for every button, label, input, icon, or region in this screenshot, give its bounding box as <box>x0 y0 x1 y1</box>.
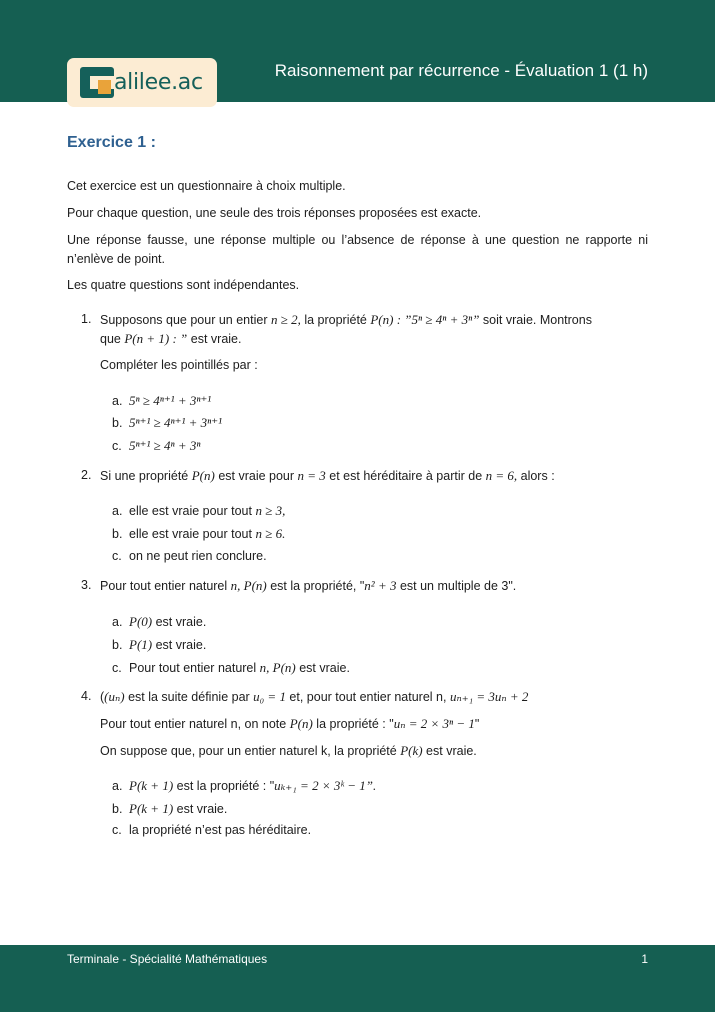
text-run: est la propriété : " <box>173 779 275 793</box>
header-band <box>0 0 715 102</box>
math-expression: n = 3 <box>297 468 326 483</box>
question-number: 1. <box>81 312 92 326</box>
answer-option-c[interactable] <box>112 438 200 454</box>
option-label: c. <box>112 549 122 563</box>
math-expression: n² + 3 <box>364 578 397 593</box>
text-run: est vraie. <box>422 744 477 758</box>
question-text <box>100 716 479 732</box>
answer-option-a[interactable] <box>112 393 211 409</box>
question-number: 2. <box>81 468 92 482</box>
answer-option-a[interactable] <box>112 614 206 630</box>
math-expression: uₙ = 2 × 3ⁿ − 1 <box>393 716 475 731</box>
text-run: Pour tout entier naturel n, on note <box>100 717 290 731</box>
text-run: la propriété n’est pas héréditaire. <box>129 823 312 837</box>
text-run: elle est vraie pour tout <box>129 527 256 541</box>
text-run: est vraie pour <box>214 469 298 483</box>
text-run: est vraie. <box>152 638 207 652</box>
option-label: c. <box>112 661 122 675</box>
math-expression: P(n + 1) : ” <box>124 331 188 346</box>
text-run: Supposons que pour un entier <box>100 313 271 327</box>
document-title: Raisonnement par récurrence - Évaluation 1 (1 h) <box>274 61 648 80</box>
math-expression: u₀ = 1 <box>253 689 286 704</box>
text-run: est vraie. <box>152 615 207 629</box>
answer-option-a[interactable] <box>112 778 376 794</box>
footer-band <box>0 945 715 1012</box>
text-run: est la propriété, " <box>266 579 365 593</box>
intro-paragraph: Les quatre questions sont indépendantes. <box>67 278 300 292</box>
text-run: et est héréditaire à partir de <box>325 469 486 483</box>
text-run: Pour tout entier naturel <box>100 579 231 593</box>
math-expression: uₖ₊₁ = 2 × 3ᵏ − 1”. <box>274 778 377 793</box>
option-label: a. <box>112 615 123 629</box>
logo-g-icon <box>80 67 114 98</box>
galilee-logo[interactable] <box>67 58 217 107</box>
text-run: alors : <box>517 469 555 483</box>
question-text <box>100 743 477 759</box>
footer-course-label: Terminale - Spécialité Mathématiques <box>67 952 268 966</box>
text-run: elle est vraie pour tout <box>129 504 256 518</box>
math-expression: 5ⁿ ≥ 4ⁿ⁺¹ + 3ⁿ⁺¹ <box>129 393 212 408</box>
option-label: b. <box>112 802 123 816</box>
text-run: et, pour tout entier naturel n, <box>285 690 450 704</box>
question-text <box>100 468 555 484</box>
math-expression: n ≥ 6. <box>255 526 286 541</box>
option-label: b. <box>112 416 123 430</box>
math-expression: P(n) <box>191 468 215 483</box>
option-label: c. <box>112 439 122 453</box>
text-run: est vraie. <box>295 661 350 675</box>
text-run: Pour tout entier naturel <box>129 661 260 675</box>
math-expression: P(k) <box>400 743 423 758</box>
answer-option-b[interactable] <box>112 415 222 431</box>
math-expression: n, P(n) <box>230 578 267 593</box>
question-number: 4. <box>81 689 92 703</box>
logo-text: alilee.ac <box>114 70 203 95</box>
math-expression: P(k + 1) <box>129 801 174 816</box>
answer-option-b[interactable] <box>112 801 227 817</box>
text-run: soit vraie. Montrons <box>479 313 592 327</box>
text-run: est la suite définie par <box>124 690 254 704</box>
question-text <box>100 578 516 594</box>
answer-option-b[interactable] <box>112 637 206 653</box>
answer-option-c[interactable] <box>112 549 267 563</box>
text-run: est un multiple de 3". <box>396 579 517 593</box>
math-expression: 5ⁿ⁺¹ ≥ 4ⁿ + 3ⁿ <box>129 438 201 453</box>
intro-paragraph: Cet exercice est un questionnaire à choix multiple. <box>67 179 346 193</box>
text-run: Si une propriété <box>100 469 192 483</box>
question-text <box>100 331 241 347</box>
math-expression: n ≥ 2, <box>270 312 301 327</box>
intro-paragraph: Pour chaque question, une seule des trois réponses proposées est exacte. <box>67 206 482 220</box>
exercise-title: Exercice 1 : <box>67 134 156 151</box>
math-expression: (uₙ) <box>104 689 125 704</box>
math-expression: 5ⁿ⁺¹ ≥ 4ⁿ⁺¹ + 3ⁿ⁺¹ <box>129 415 222 430</box>
text-run: la propriété <box>300 313 371 327</box>
question-text <box>100 312 592 328</box>
question-number: 3. <box>81 578 92 592</box>
math-expression: n, P(n) <box>259 660 296 675</box>
option-label: b. <box>112 638 123 652</box>
text-run: est vraie. <box>173 802 228 816</box>
text-run: que <box>100 332 125 346</box>
math-expression: P(k + 1) <box>129 778 174 793</box>
question-instruction: Compléter les pointillés par : <box>100 358 258 372</box>
math-expression: n = 6, <box>485 468 518 483</box>
math-expression: P(n) : ”5ⁿ ≥ 4ⁿ + 3ⁿ” <box>370 312 480 327</box>
option-label: a. <box>112 779 123 793</box>
text-run: est vraie. <box>187 332 242 346</box>
option-label: c. <box>112 823 122 837</box>
text-run: " <box>474 717 480 731</box>
option-label: a. <box>112 394 123 408</box>
intro-paragraph: Une réponse fausse, une réponse multiple ou l’absence de réponse à une question ne rapporte ni n’enlève de point. <box>67 233 648 266</box>
answer-option-b[interactable] <box>112 526 285 542</box>
text-run: ( <box>100 690 105 704</box>
answer-option-c[interactable] <box>112 823 311 837</box>
answer-option-c[interactable] <box>112 660 350 676</box>
math-expression: P(0) <box>129 614 153 629</box>
math-expression: P(1) <box>129 637 153 652</box>
answer-option-a[interactable] <box>112 503 285 519</box>
text-run: on ne peut rien conclure. <box>129 549 267 563</box>
question-text <box>100 689 528 705</box>
math-expression: P(n) <box>289 716 313 731</box>
text-run: la propriété : " <box>312 717 394 731</box>
text-run: On suppose que, pour un entier naturel k, la propriété <box>100 744 401 758</box>
option-label: a. <box>112 504 123 518</box>
page-number: 1 <box>641 952 648 966</box>
option-label: b. <box>112 527 123 541</box>
math-expression: uₙ₊₁ = 3uₙ + 2 <box>449 689 529 704</box>
math-expression: n ≥ 3, <box>255 503 286 518</box>
